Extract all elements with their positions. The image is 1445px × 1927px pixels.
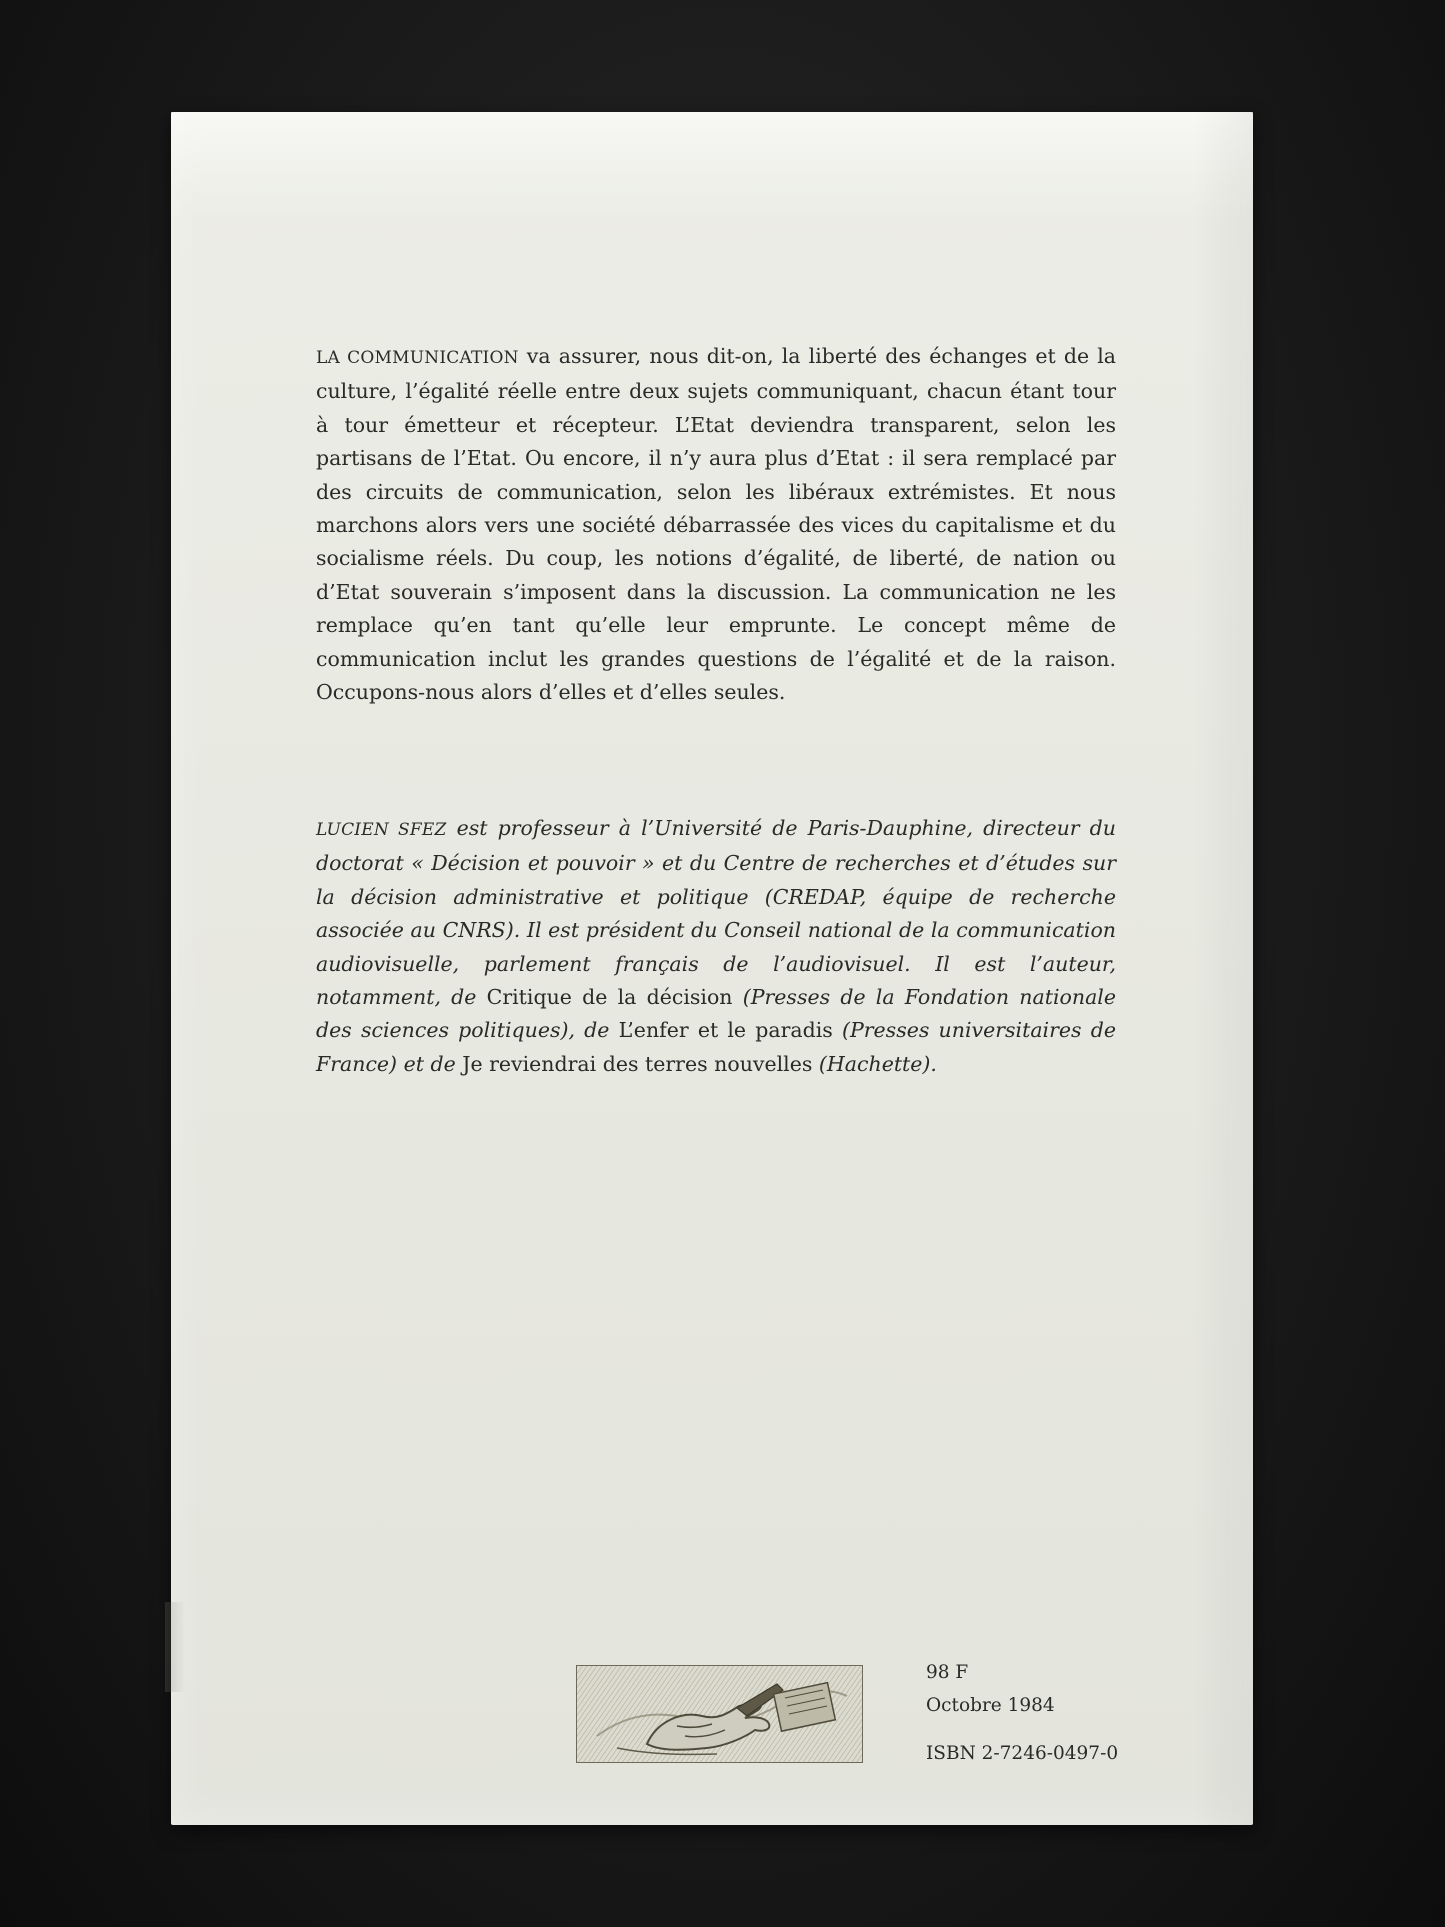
book-title-2: L’enfer et le paradis [618, 1018, 833, 1043]
cover-edge-shade [1193, 112, 1253, 1825]
publication-date: Octobre 1984 [926, 1695, 1055, 1716]
bio-text-3: (Presses universitaires de France) et de [316, 1018, 1116, 1076]
publisher-logo [576, 1665, 863, 1763]
author-name: LUCIEN SFEZ [316, 820, 447, 840]
isbn-number: ISBN 2-7246-0497-0 [926, 1743, 1119, 1764]
price-label: 98 F [926, 1662, 969, 1683]
blurb-paragraph [316, 340, 1116, 709]
bio-text-4: (Hachette). [812, 1051, 937, 1076]
book-back-cover [171, 112, 1253, 1825]
bio-text-1: est professeur à l’Université de Paris-Dauphine, directeur du doctorat « Décision et pouvoir » et du Centre de recherches et d’études sur la décision administrative et politique (CREDAP, équipe de recherche associée au CNRS). Il est président du Conseil national de la communication audiovisuelle, parlement français de l’audiovisuel. Il est l’auteur, notamment, de [316, 816, 1116, 1010]
cover-scuff [165, 1602, 185, 1692]
hand-writing-engraving-icon [577, 1666, 862, 1762]
author-bio-paragraph [316, 812, 1116, 1081]
blurb-lead: LA COMMUNICATION [316, 348, 519, 368]
bio-text-2: (Presses de la Fondation nationale des sciences politiques), de [316, 985, 1116, 1043]
blurb-text: va assurer, nous dit-on, la liberté des échanges et de la culture, l’égalité réelle entre deux sujets communiquant, chacun étant tour à tour émetteur et récepteur. L’Etat deviendra transparent, selon les partisans de l’Etat. Ou encore, il n’y aura plus d’Etat : il sera remplacé par des circuits de communication, selon les libéraux extrémistes. Et nous marchons alors vers une société débarrassée des vices du capitalisme et du socialisme réels. Du coup, les notions d’égalité, de liberté, de nation ou d’Etat souverain s’imposent dans la discussion. La communication ne les remplace qu’en tant qu’elle leur emprunte. Le concept même de communication inclut les grandes questions de l’égalité et de la raison. Occupons-nous alors d’elles et d’elles seules. [316, 344, 1116, 705]
cover-gloss [171, 112, 1253, 222]
book-title-1: Critique de la décision [486, 985, 733, 1010]
book-title-3: Je reviendrai des terres nouvelles [462, 1051, 813, 1076]
